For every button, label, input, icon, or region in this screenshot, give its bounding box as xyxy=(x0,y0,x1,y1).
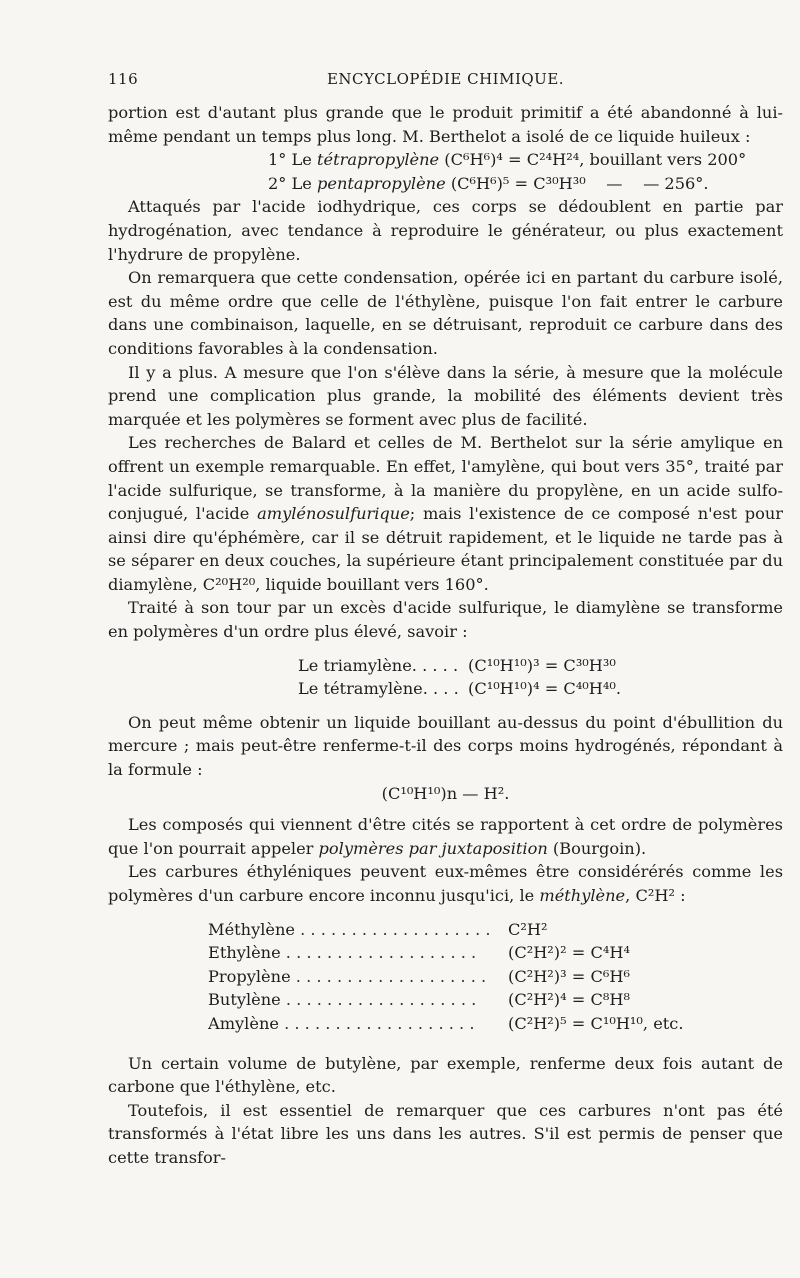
table-row: Butylène . . . . . . . . . . . . . . . . . . . (C²H²)⁴ = C⁸H⁸ xyxy=(108,988,783,1012)
formula: (C²H²)⁴ = C⁸H⁸ xyxy=(508,990,630,1010)
paragraph: Les recherches de Balard et celles de M. Berthelot sur la série amylique en offrent un exemple remarquable. En effet, l'amylène, qui bout vers 35°, traité par l'acide sulfurique, se transforme, à la manière du propylène, en un acide sulfo-conjugué, l'acide amylénosulfurique; mais l'existence de ce composé n'est pour ainsi dire qu'éphémère, car il se détruit rapidement, et le liquide ne tarde pas à se séparer en deux couches, la supérieure étant principalement constituée par du diamylène, C²⁰H²⁰, liquide bouillant vers 160°. xyxy=(108,433,783,594)
table-row: Méthylène . . . . . . . . . . . . . . . . . . . C²H² xyxy=(108,918,783,942)
compound-name: Méthylène xyxy=(208,919,295,939)
list-item-tetrapropylene: 1° Le tétrapropylène (C⁶H⁶)⁴ = C²⁴H²⁴, bouillant vers 200° xyxy=(268,150,747,170)
polymer-table xyxy=(108,918,783,1036)
page-number: 116 xyxy=(108,70,139,88)
body-text xyxy=(108,101,783,1170)
compound-name: tétrapropylène xyxy=(317,150,440,170)
running-title: ENCYCLOPÉDIE CHIMIQUE. xyxy=(326,70,565,88)
page-header xyxy=(108,70,783,92)
formula: (C²H²)² = C⁴H⁴ xyxy=(508,943,630,963)
list-item-triamylene: Le triamylène. . . . . (C¹⁰H¹⁰)³ = C³⁰H³⁰ xyxy=(298,655,616,675)
paragraph: Un certain volume de butylène, par exemple, renferme deux fois autant de carbone que l'éthylène, etc. xyxy=(108,1053,783,1097)
paragraph: On peut même obtenir un liquide bouillant au-dessus du point d'ébullition du mercure ; mais peut-être renferme-t-il des corps moins hydrogénés, répondant à la formule : xyxy=(108,712,783,780)
compound-name: Amylène xyxy=(208,1013,279,1033)
paragraph: Traité à son tour par un excès d'acide sulfurique, le diamylène se transforme en polymères d'un ordre plus élevé, savoir : xyxy=(108,598,783,642)
formula: (C⁶H⁶)⁵ = C³⁰H³⁰ — — 256°. xyxy=(450,173,709,193)
table-row: Amylène . . . . . . . . . . . . . . . . . . . (C²H²)⁵ = C¹⁰H¹⁰, etc. xyxy=(108,1012,783,1036)
paragraph: Les composés qui viennent d'être cités se rapportent à cet ordre de polymères que l'on pourrait appeler polymères par juxtaposition (Bourgoin). xyxy=(108,815,783,858)
compound-name: Ethylène xyxy=(208,943,281,963)
paragraph: Il y a plus. A mesure que l'on s'élève dans la série, à mesure que la molécule prend une complication plus grande, la mobilité des éléments devient très marquée et les polymères se forment avec plus de facilité. xyxy=(108,362,783,429)
formula: C²H² xyxy=(508,919,548,939)
paragraph: Les carbures éthyléniques peuvent eux-mêmes être considérérés comme les polymères d'un carbure encore inconnu jusqu'ici, le méthylène, C²H² : xyxy=(108,862,783,905)
compound-name: Propylène xyxy=(208,966,291,986)
compound-name: pentapropylène xyxy=(317,173,446,193)
paragraph-continuation: portion est d'autant plus grande que le produit primitif a été abandonné à lui-même pendant un temps plus long. M. Berthelot a isolé de ce liquide huileux : xyxy=(108,103,783,146)
formula: (C²H²)⁵ = C¹⁰H¹⁰, etc. xyxy=(508,1013,684,1033)
formula: (C²H²)³ = C⁶H⁶ xyxy=(508,966,630,986)
compound-name: Butylène xyxy=(208,990,281,1010)
list-item-tetramylene: Le tétramylène. . . . (C¹⁰H¹⁰)⁴ = C⁴⁰H⁴⁰. xyxy=(298,679,622,699)
table-row: Ethylène . . . . . . . . . . . . . . . . . . . (C²H²)² = C⁴H⁴ xyxy=(108,941,783,965)
table-row: Propylène . . . . . . . . . . . . . . . . . . . (C²H²)³ = C⁶H⁶ xyxy=(108,965,783,989)
paragraph: Toutefois, il est essentiel de remarquer que ces carbures n'ont pas été transformés à l'état libre les uns dans les autres. S'il est permis de penser que cette transfor- xyxy=(108,1100,783,1167)
paragraph: Attaqués par l'acide iodhydrique, ces corps se dédoublent en partie par hydrogénation, avec tendance à reproduire le générateur, ou plus exactement l'hydrure de propylène. xyxy=(108,197,783,264)
formula: (C⁶H⁶)⁴ = C²⁴H²⁴, bouillant vers 200° xyxy=(444,150,747,170)
paragraph: On remarquera que cette condensation, opérée ici en partant du carbure isolé, est du même ordre que celle de l'éthylène, puisque l'on fait entrer le carbure dans une combinaison, laquelle, en se détruisant, reproduit ce carbure dans des conditions favorables à la condensation. xyxy=(108,268,783,358)
list-item-pentapropylene: 2° Le pentapropylène (C⁶H⁶)⁵ = C³⁰H³⁰ — — 256°. xyxy=(268,173,709,193)
formula-centered: (C¹⁰H¹⁰)n — H². xyxy=(381,783,510,803)
